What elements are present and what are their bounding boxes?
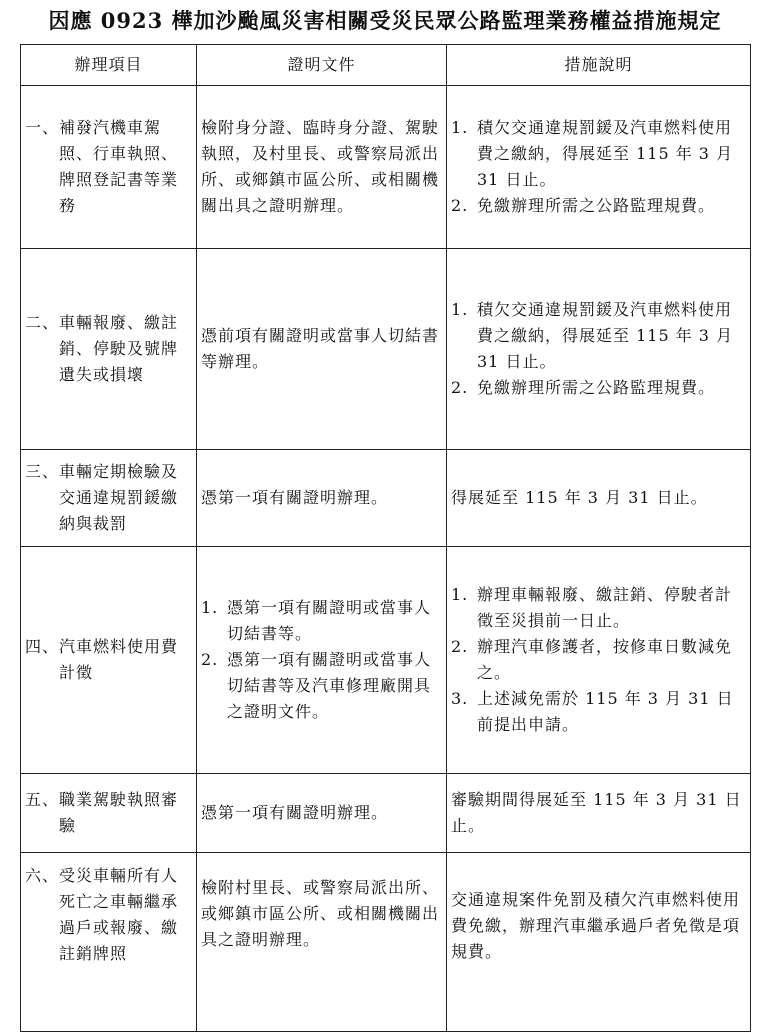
list-text: 免繳辦理所需之公路監理規費。 — [477, 378, 716, 397]
documents-text: 憑第一項有關證明辦理。 — [201, 488, 389, 507]
documents-text: 憑第一項有關證明辦理。 — [201, 803, 389, 822]
item-cell — [21, 774, 197, 853]
item-cell — [21, 249, 197, 450]
measures-cell — [447, 450, 751, 547]
list-text: 積欠交通違規罰鍰及汽車燃料使用費之繳納，得展延至 115 年 3 月 31 日止。 — [477, 118, 734, 189]
list-number: 2. — [451, 196, 469, 215]
item-label: 補發汽機車駕照、行車執照、牌照登記書等業務 — [59, 118, 179, 215]
measures-table — [20, 44, 751, 1032]
list-text: 憑第一項有關證明或當事人切結書等。 — [227, 598, 432, 643]
list-item — [451, 582, 746, 634]
table-row — [21, 774, 751, 853]
list-text: 辦理汽車修護者，按修車日數減免之。 — [477, 637, 733, 682]
item-number: 六、 — [25, 866, 60, 885]
list-text: 辦理車輛報廢、繳註銷、停駛者計徵至災損前一日止。 — [477, 585, 733, 630]
list-text: 上述減免需於 115 年 3 月 31 日前提出申請。 — [477, 689, 734, 734]
documents-cell — [197, 86, 447, 249]
table-row — [21, 249, 751, 450]
list-number: 3. — [451, 689, 469, 708]
item-label: 車輛報廢、繳註銷、停駛及號牌遺失或損壞 — [59, 313, 179, 384]
item-cell — [21, 450, 197, 547]
list-item — [451, 193, 746, 219]
page-title: 因應 0923 樺加沙颱風災害相關受災民眾公路監理業務權益措施規定 — [48, 8, 722, 33]
measures-list — [451, 582, 746, 738]
documents-cell — [197, 774, 447, 853]
list-item — [451, 375, 746, 401]
list-item — [451, 297, 746, 375]
item-label: 車輛定期檢驗及交通違規罰鍰繳納與裁罰 — [59, 462, 179, 533]
documents-text: 檢附村里長、或警察局派出所、或鄉鎮市區公所、或相關機關出具之證明辦理。 — [201, 878, 440, 949]
table-row — [21, 450, 751, 547]
measures-cell — [447, 86, 751, 249]
measures-cell — [447, 853, 751, 1032]
item-cell — [21, 853, 197, 1032]
item-label: 受災車輛所有人死亡之車輛繼承過戶或報廢、繳註銷牌照 — [59, 866, 179, 963]
measures-cell — [447, 249, 751, 450]
list-text: 積欠交通違規罰鍰及汽車燃料使用費之繳納，得展延至 115 年 3 月 31 日止。 — [477, 300, 734, 371]
item-number: 二、 — [25, 313, 60, 332]
item-label: 汽車燃料使用費計徵 — [59, 637, 179, 682]
list-text: 免繳辦理所需之公路監理規費。 — [477, 196, 716, 215]
table-row — [21, 86, 751, 249]
documents-cell — [197, 450, 447, 547]
list-item — [201, 595, 442, 647]
list-number: 2. — [451, 637, 469, 656]
list-item — [451, 634, 746, 686]
header-measures: 措施說明 — [447, 45, 751, 86]
list-text: 憑第一項有關證明或當事人切結書等及汽車修理廠開具之證明文件。 — [227, 650, 432, 721]
measures-text: 審驗期間得展延至 115 年 3 月 31 日止。 — [451, 790, 742, 835]
list-number: 2. — [201, 650, 219, 669]
table-header-row — [21, 45, 751, 86]
header-item: 辦理項目 — [21, 45, 197, 86]
list-number: 1. — [201, 598, 219, 617]
list-number: 1. — [451, 585, 469, 604]
documents-text: 憑前項有關證明或當事人切結書等辦理。 — [201, 326, 440, 371]
item-number: 五、 — [25, 790, 60, 809]
list-item — [451, 115, 746, 193]
item-number: 四、 — [25, 637, 60, 656]
documents-cell — [197, 547, 447, 774]
table-row — [21, 853, 751, 1032]
item-cell — [21, 547, 197, 774]
documents-cell — [197, 853, 447, 1032]
list-number: 1. — [451, 118, 469, 137]
item-number: 一、 — [25, 118, 60, 137]
documents-list — [201, 595, 442, 725]
measures-text: 交通違規案件免罰及積欠汽車燃料使用費免繳，辦理汽車繼承過戶者免徵是項規費。 — [451, 890, 741, 961]
list-number: 1. — [451, 300, 469, 319]
item-label: 職業駕駛執照審驗 — [59, 790, 179, 835]
item-number: 三、 — [25, 462, 60, 481]
documents-cell — [197, 249, 447, 450]
header-documents: 證明文件 — [197, 45, 447, 86]
measures-text: 得展延至 115 年 3 月 31 日止。 — [451, 488, 708, 507]
item-cell — [21, 86, 197, 249]
measures-list — [451, 297, 746, 401]
measures-cell — [447, 774, 751, 853]
documents-text: 檢附身分證、臨時身分證、駕駛執照，及村里長、或警察局派出所、或鄉鎮市區公所、或相關機關出具之證明辦理。 — [201, 118, 440, 215]
list-item — [201, 647, 442, 725]
list-item — [451, 686, 746, 738]
measures-cell — [447, 547, 751, 774]
list-number: 2. — [451, 378, 469, 397]
table-row — [21, 547, 751, 774]
measures-list — [451, 115, 746, 219]
